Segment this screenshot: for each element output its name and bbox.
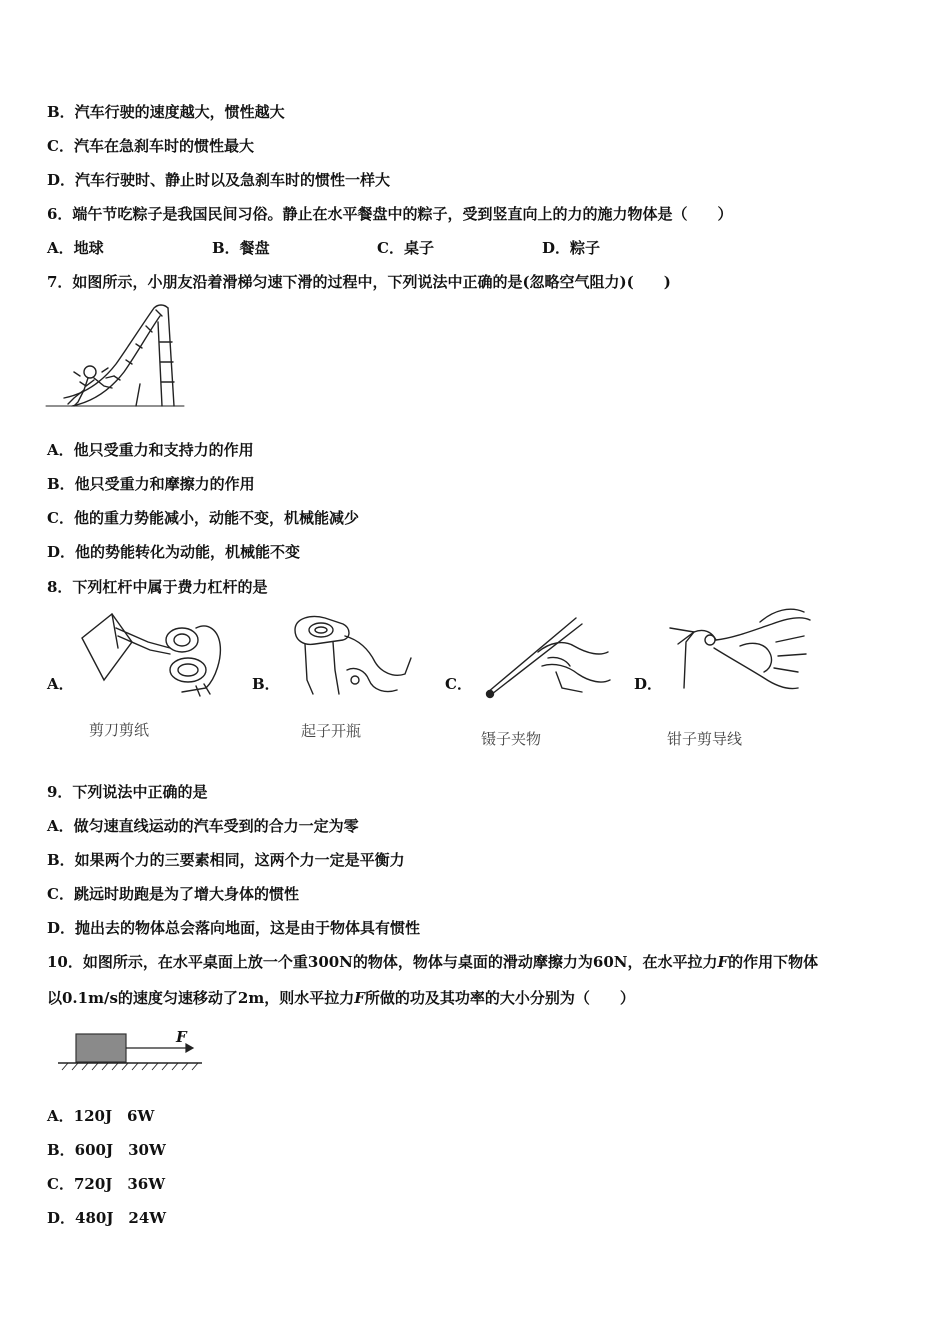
q8-stem: 8．下列杠杆中属于费力杠杆的是 (47, 578, 268, 596)
slide-figure (44, 302, 186, 414)
force-label: F (176, 1028, 187, 1046)
q9-option-b: B．如果两个力的三要素相同，这两个力一定是平衡力 (47, 851, 405, 869)
q8-option-d-letter: D． (634, 675, 663, 693)
q10-stem-part3: 以0.1m/s的速度匀速移动了2m，则水平拉力 (47, 989, 355, 1007)
q9-stem: 9．下列说法中正确的是 (47, 783, 208, 801)
q10-stem-part2: 的作用下物体 (728, 953, 819, 971)
q8-option-b-letter: B． (252, 675, 280, 693)
q5-option-d: D．汽车行驶时、静止时以及急刹车时的惯性一样大 (47, 171, 391, 189)
q10-stem-part1: 10．如图所示，在水平桌面上放一个重300N的物体，物体与桌面的滑动摩擦力为60N，在水平拉力 (47, 953, 718, 971)
q10-force-variable-2: F (354, 989, 365, 1007)
q10-force-variable: F (717, 953, 729, 971)
q7-option-a: A．他只受重力和支持力的作用 (47, 441, 254, 459)
q6-option-d: D．粽子 (542, 239, 601, 257)
q8-option-c-letter: C． (445, 675, 472, 693)
q6-option-a: A．地球 (47, 239, 104, 257)
pliers-figure (664, 602, 814, 702)
q8-option-a-caption: 剪刀剪纸 (89, 721, 150, 739)
q9-option-a: A．做匀速直线运动的汽车受到的合力一定为零 (47, 817, 359, 835)
q7-option-c: C．他的重力势能减小，动能不变，机械能减少 (47, 509, 359, 527)
q6-stem: 6．端午节吃粽子是我国民间习俗。静止在水平餐盘中的粽子，受到竖直向上的力的施力物体是（ ） (47, 205, 733, 223)
q10-option-d: D．480J 24W (47, 1209, 167, 1227)
tweezers-figure (478, 612, 612, 702)
q6-options (47, 238, 747, 258)
q5-option-b: B．汽车行驶的速度越大，惯性越大 (47, 103, 285, 121)
q8-option-a-letter: A． (47, 675, 74, 693)
q8-option-c-caption: 镊子夹物 (481, 730, 542, 748)
q10-stem-line2 (47, 988, 635, 1008)
q10-option-b: B．600J 30W (47, 1141, 166, 1159)
q10-stem-line1 (47, 952, 818, 972)
q10-stem-part4: 所做的功及其功率的大小分别为（ ） (364, 989, 635, 1007)
q8-option-b-caption: 起子开瓶 (301, 722, 362, 740)
q7-stem: 7．如图所示，小朋友沿着滑梯匀速下滑的过程中，下列说法中正确的是(忽略空气阻力)( ) (47, 273, 671, 291)
q7-option-b: B．他只受重力和摩擦力的作用 (47, 475, 255, 493)
q10-option-c: C．720J 36W (47, 1175, 166, 1193)
q5-option-c: C．汽车在急刹车时的惯性最大 (47, 137, 254, 155)
q8-option-d-caption: 钳子剪导线 (667, 730, 743, 748)
block-force-figure (56, 1026, 206, 1074)
q6-option-c: C．桌子 (377, 239, 434, 257)
q9-option-d: D．抛出去的物体总会落向地面，这是由于物体具有惯性 (47, 919, 421, 937)
q6-option-b: B．餐盘 (212, 239, 270, 257)
q7-option-d: D．他的势能转化为动能，机械能不变 (47, 543, 301, 561)
scissors-figure (78, 608, 224, 700)
q9-option-c: C．跳远时助跑是为了增大身体的惯性 (47, 885, 299, 903)
q10-option-a: A．120J 6W (47, 1107, 155, 1125)
bottle-opener-figure (285, 610, 417, 698)
